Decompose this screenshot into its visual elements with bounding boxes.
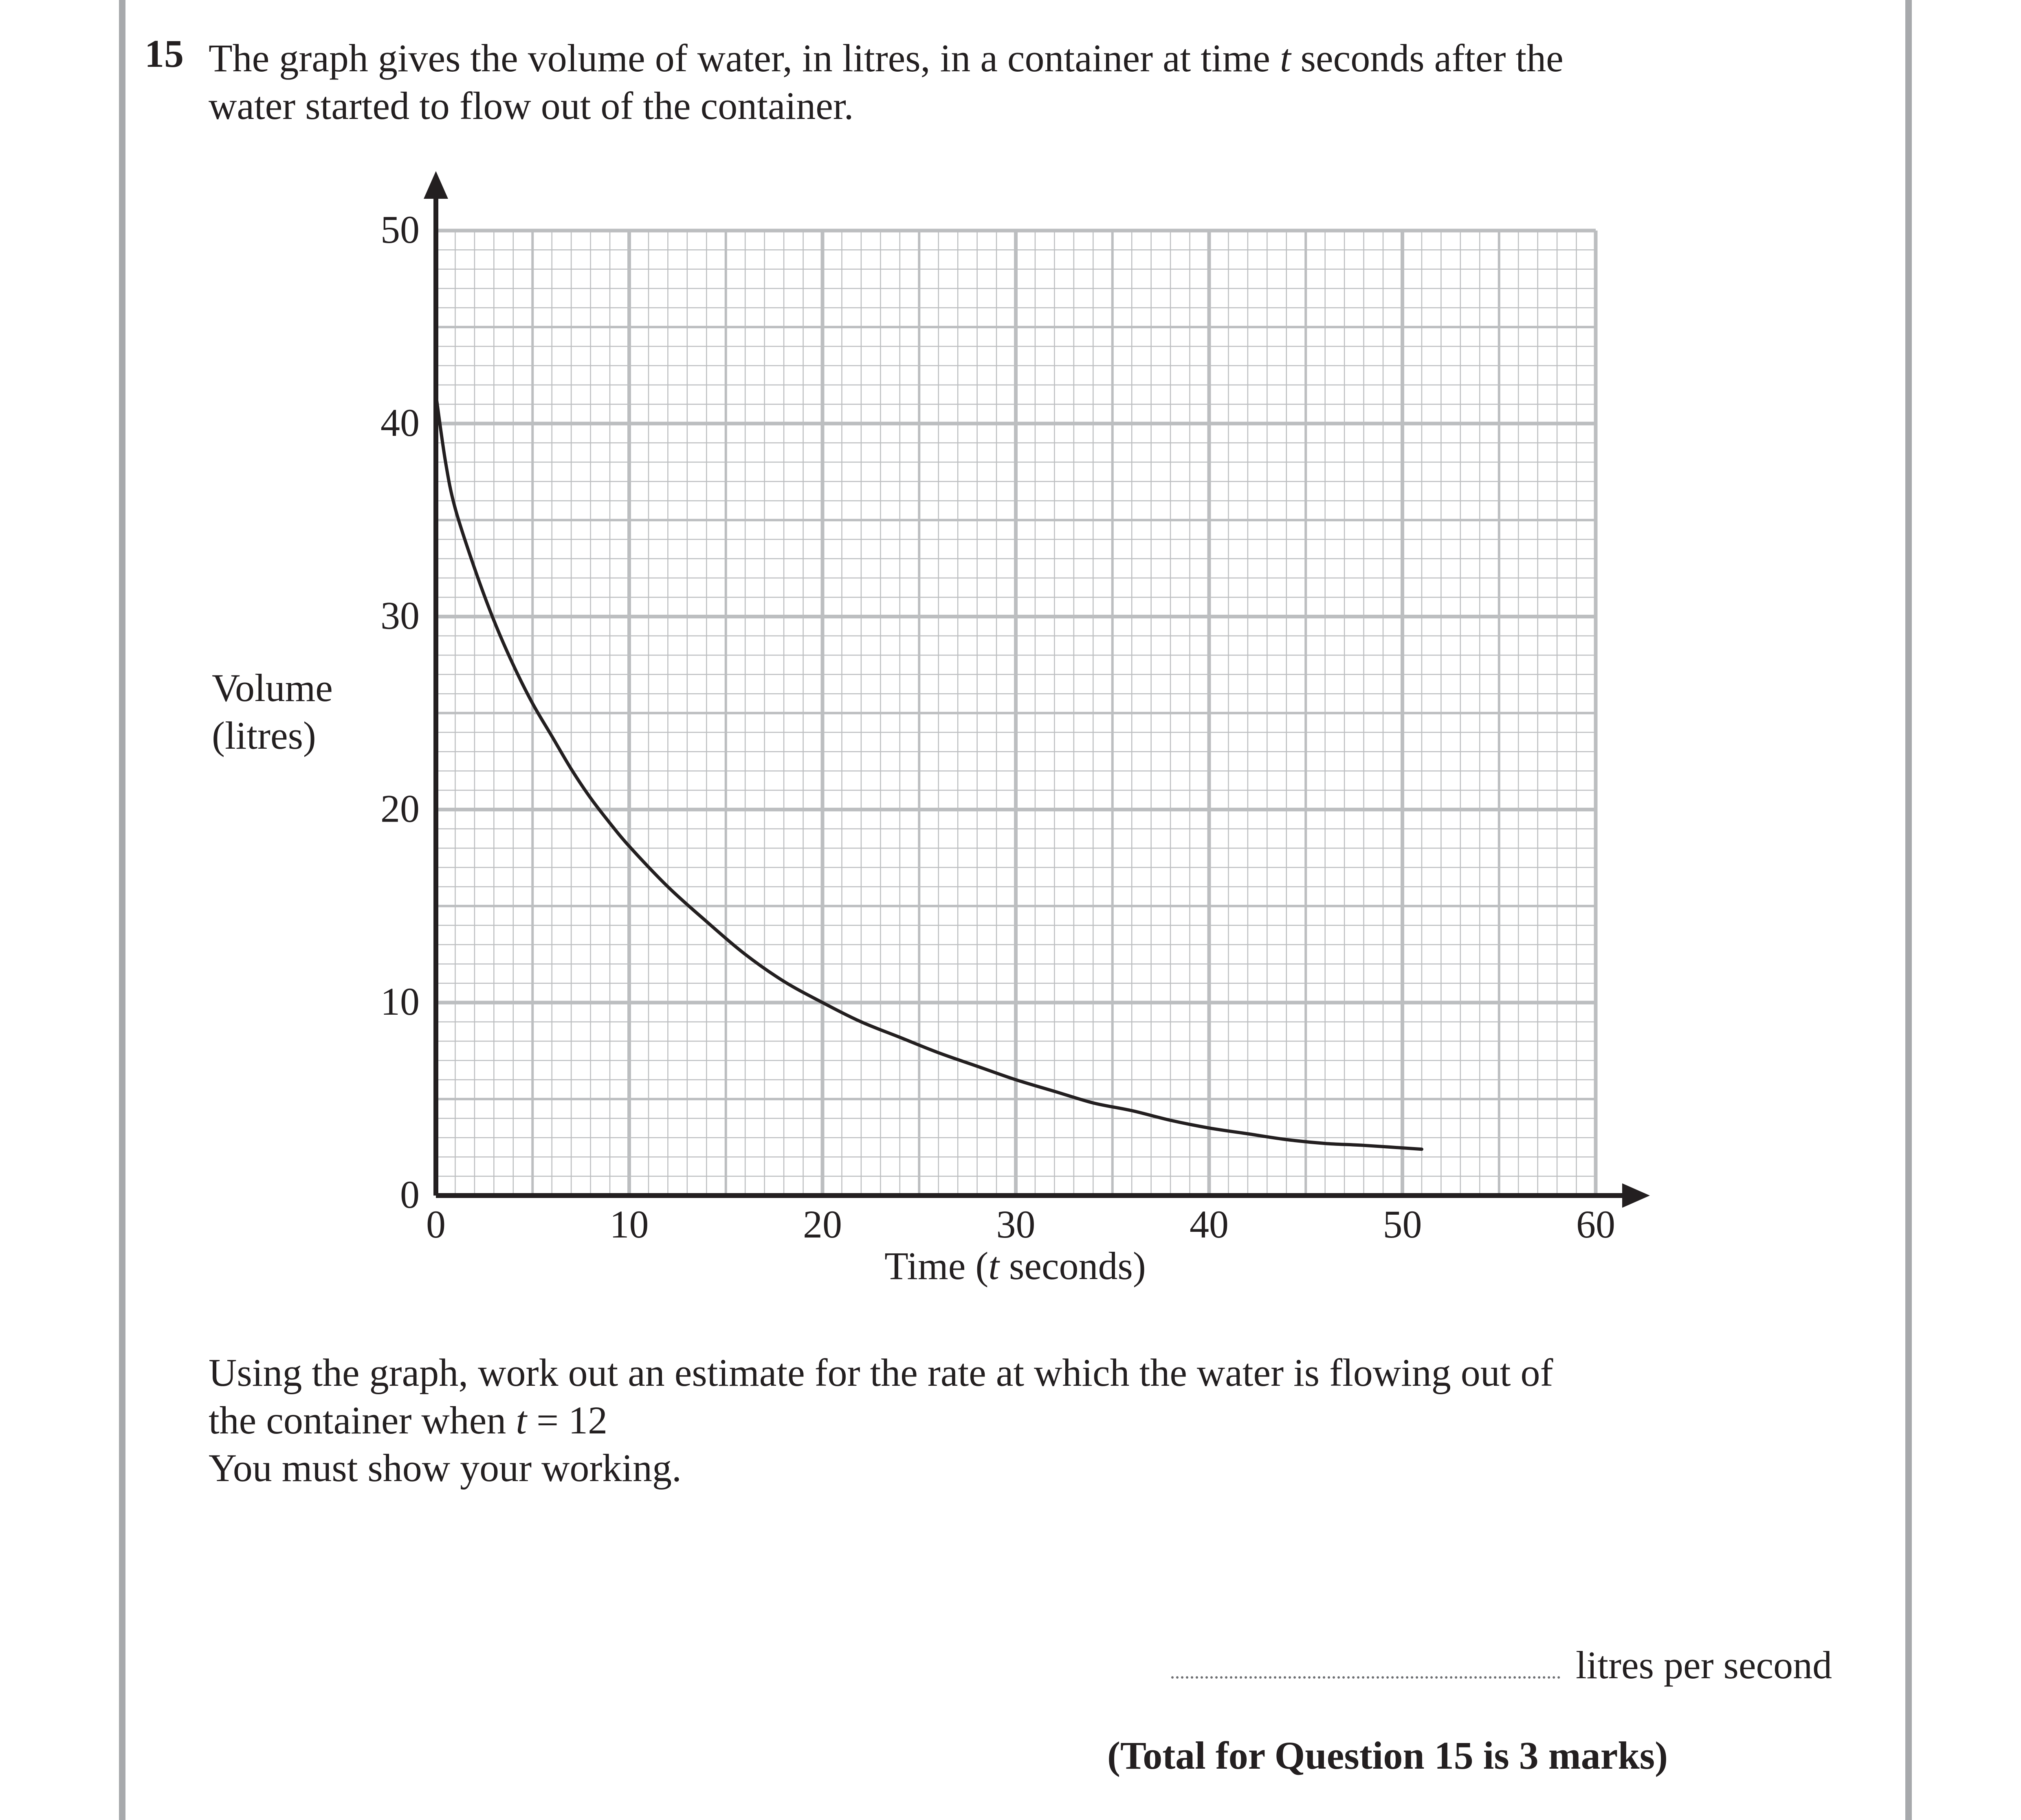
question-line-1-end: seconds after the (1291, 36, 1564, 80)
x-tick-label: 20 (803, 1202, 842, 1246)
total-marks: (Total for Question 15 is 3 marks) (1107, 1734, 1668, 1777)
volume-curve (436, 395, 1422, 1150)
x-tick-label: 50 (1383, 1202, 1422, 1246)
task-prompt (209, 1349, 1553, 1492)
prompt-line-2 (209, 1396, 1553, 1444)
question-number: 15 (145, 32, 184, 75)
y-tick-label: 20 (380, 787, 420, 831)
y-axis-arrowhead (424, 171, 448, 199)
x-tick-label: 10 (609, 1202, 649, 1246)
answer-line[interactable] (1171, 1676, 1560, 1679)
x-axis-label-start: Time ( (884, 1244, 989, 1288)
y-tick-label: 50 (380, 208, 420, 251)
y-tick-label: 10 (380, 980, 420, 1024)
answer-units: litres per second (1576, 1643, 1832, 1687)
y-axis-label-line-1: Volume (212, 666, 333, 710)
x-tick-label: 30 (996, 1202, 1036, 1246)
question-variable: t (1280, 36, 1291, 80)
x-axis-label-end: seconds) (999, 1244, 1146, 1288)
prompt-line-2-end: = 12 (527, 1398, 608, 1442)
tick-labels (380, 208, 1615, 1246)
x-tick-label: 0 (426, 1202, 446, 1246)
x-axis-label (884, 1246, 1146, 1286)
y-tick-label: 0 (400, 1173, 420, 1216)
y-axis-label (212, 664, 333, 759)
x-axis-arrowhead (1622, 1183, 1650, 1208)
prompt-line-2-start: the container when (209, 1398, 516, 1442)
y-axis-label-line-2: (litres) (212, 714, 316, 757)
question-line-1-start: The graph gives the volume of water, in litres, in a container at time (209, 36, 1280, 80)
grid (436, 231, 1596, 1196)
question-line-2: water started to flow out of the container. (209, 84, 854, 127)
y-tick-label: 40 (380, 400, 420, 444)
x-tick-label: 60 (1576, 1202, 1615, 1246)
prompt-line-1: Using the graph, work out an estimate for the rate at which the water is flowing out of (209, 1351, 1553, 1394)
x-tick-label: 40 (1190, 1202, 1229, 1246)
prompt-variable: t (516, 1398, 527, 1442)
y-tick-label: 30 (380, 593, 420, 637)
data-series (436, 395, 1422, 1150)
x-axis-label-variable: t (988, 1244, 999, 1288)
prompt-line-3: You must show your working. (209, 1446, 682, 1490)
